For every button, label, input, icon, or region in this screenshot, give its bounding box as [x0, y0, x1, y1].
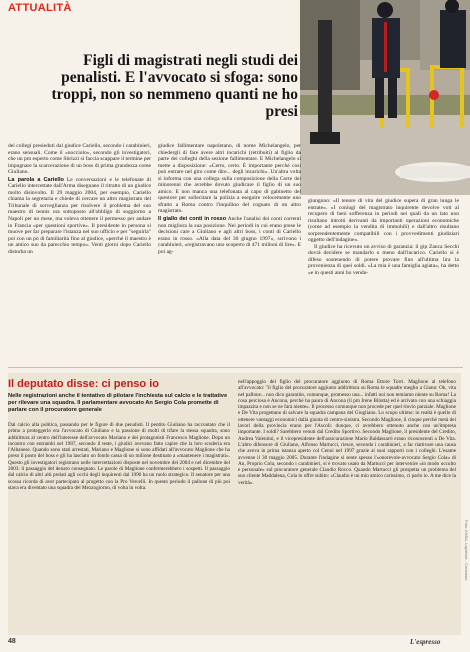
page-number: 48 — [8, 638, 16, 645]
section-divider — [8, 367, 463, 368]
column-2-body-2: Anche l'analisi dei conti correnti non migliora la sua posizione. Nei periodi in cui erano prese le decisioni care a Giuliano e agli altri boss, i conti di Cariello erano in rosso. «Alla data del 30 giugno 1997», scrivono i carabinieri, «registravano uno scoperto di 471 milioni di lire». E poi ag- — [158, 216, 301, 255]
article-column-3 — [308, 198, 459, 277]
column-3-body-2: Il giudice ha ricevuto un avviso di garanzia: il gip Zanca Secchi dovrà decidere se mandarlo o meno dall'incarico. Cariello si è difeso sostenendo di potere provare fino all'ultima lira la provenienza di quei soldi. «La mia è una famiglia agiata», ha detto «e in questi anni ho vendu- — [308, 243, 459, 277]
column-1-body: Le conversazioni e le telefonate di Cariello intercettate dall'Arma disegnano il ritratto di un giudice molto disinvolto. Il 29 maggio 2004, per esempio, Cariello chiama la segretaria e chiede di cercare un altro magistrato del Tribunale di sorveglianza per risolvere il problema del suo maestro di tennis ora sottoposto all'obbligo di soggiorno a Napoli per un mese, ma voleva ottenere il permesso per andare in Francia «per questioni sportive». Il presidente in persona si muove per far preparare l'istanza nel suo ufficio e per "seguirla" poi con un pò di familiarità fino al giudice, «perché il maestro è un amico suo da parecchio tempo». Venti giorni dopo Cariello disturba un — [8, 176, 151, 255]
box-column-left — [8, 422, 230, 491]
column-3-body: giungono: «Il tenore di vita del giudice supera di gran lunga le entrate». «I coniugi del magistrato inquirente devolve voti al recupero di beni sofferenza in periodi nei quali da un lato non risultano introiti derivanti da importanti operazioni economiche (come ad esempio la vendita di immobili) e dall'altro risultano sorprendentemente compatibili con i provvedimenti giudiziari oggetto dell'indagine». — [308, 198, 459, 244]
magazine-name: L'espresso — [410, 638, 441, 646]
subheading-parola-a-cariello: La parola a Cariello — [8, 176, 64, 183]
section-label: ATTUALITÀ — [8, 2, 72, 14]
box-column-right — [238, 379, 456, 486]
column-1-lead: dei collegi presieduti dal giudice Cariello, secondo i carabinieri, erano sensuali. Come il «nocciolo», secondo gli investigatori, che un pm esperto come Sbrizzi si faccia scappare il termine per impugnare la scarcerazione di un boss di prima grandezza come Giuliano. — [8, 143, 151, 176]
subheading-giallo-conti: Il giallo dei conti in rosso — [158, 216, 227, 223]
photo-credit: Foto: ANSA, Lapresse - Contrasto — [464, 520, 469, 581]
box-right-text: nell'appoggio del figlio del procuratore aggiunto di Roma Ettore Torri. Maglione al telefono all'avvocato: "il figlio del procuratore aggiunto addirittura su Roma le squadre meglio a Giano: Ok, vita nel pallone... non dico garantito, comunque, promesso una... infatti noi non temiamo niente su Roma! La cosa perciosa è Ancona, perché ha paura di Ancona (il pm Irene Bilotta) ed è arrivato con una schiaggia impazzita e non se ne farà niente». Il processo comunque non procede per quel rinvio parziale. Maglione e De Vita progettano di salvare la squadra campana del Giugliano. Lo scopo ultimo: in realtà è quello di ottenere vantaggi economici dalla giunta di centro-sinistra. Secondo Maglione, il cinque perché metà dei lavori della provincia erano per l'Ascoli: dunque, ci avrebbero ottenuto anche con un'impresa importante. I soldi? Sarebbero venuti dal Credito Sportivo. Secondo Maglione, il presidente del Credito, Andrea Valentini, e il vicepresidente dell'assicurazione Mario Baldassarri erano riconoscenti a De Vita. L'altro difensore di Giuliano, Alfonso Martucci, riesce, secondo i carabinieri, a far riattivare una causa che aveva in prima istanza aperto col Cenni nel 1997 grazie ai suoi rapporti con i colleghi. L'esame avvenne il 30 maggio 2005. Durante l'indagine si sente spesso l'«onorevole-avvocato Sergio Cola» di An, Proprio Cola, secondo i carabinieri, si è trovato usato da Martucci per intervenire «in modo occulto e personale» sul procuratore generale Claudio Rocco. Quando Martucci gli prospetta un problema del suo cliente Maddalena, Cola lo offre subito: «Claudio è un mio amico carissimo, ci parlo io. A me dice la verità». — [238, 379, 457, 486]
box-left-text: Dal calcio alla politica, passando per le figure di due penalisti. Il pentito Giuliano ha raccontato che il primo a proteggerlo era l'avvocato di Giuliano e la passione di molti di tifare la stessa squadra, sono addirittura al centro dell'interesse dell'avvocato Mariano e dei protagonisti Francesco Maglione. Dopo un incontro con entrambi nel 1987, secondo il teste, i giudici avevano fatto capire che la loro scuderia era l'Albanese. Quando sono stati arrestati, Mariano e Maglione si sono affidati all'avvocato Maglione che ha preso il posto del boss e gli ha lasciato un fondo cassa di un milione destinato a «mantenere i magistrati». Questo gli investigatori registrano nelle intercettazioni disposte nel novembre del 2004 e nel dicembre del 2003: il passaggio del denaro consegnato. Le parole di Maglione confermerebbero i sospetti. Il passaggio dal calcio di altri alti prelati agli occhi degli inquirenti dal 1996 ha un ruolo strategico. Il senatore per una scossa ricorda di aver partecipato al progetto con la Pro Vercelli. In questo periodo il pallone di più poi stava era diventato una squadra del Mezzogiorno, di volta in volta. — [8, 422, 230, 491]
article-column-2 — [158, 143, 301, 255]
news-photo — [300, 0, 470, 195]
column-2-body: giudice fallimentare napoletano, di nome Michelangelo, per chiedergli di fare avere altri incarichi (retribuiti) al figlio da parte dei colleghi della sezione fallimentare. E Michelangelo si mette a disposizione: «Certo, certo. È importante perché così può entrare nel giro come dire... degli incarichi». Un'altra volta si informa con una collega sulla composizione della Corte dei minorenni che avrebbe dovuto giudicare il figlio di un suo amico. E non manca una telefonata al capo di gabinetto del questore per sollecitare la polizia a eseguire velocemente uno sfratto a Roma contro l'inquilino del cognato di un altro magistrato. — [158, 143, 301, 215]
box-title: Il deputato disse: ci penso io — [8, 378, 159, 390]
box-deck: Nelle registrazioni anche il tentativo di pilotare l'inchiesta sul calcio e le trattative per rilevare una squadra. Il parlamentare avvocato An Sergio Cola promette di parlare con il procuratore generale — [8, 393, 228, 413]
article-headline: Figli di magistrati negli studi dei penalisti. E l'avvocato si sfoga: sono troppi, non so nemmeno quanti ne ho presi — [51, 52, 298, 120]
article-column-1 — [8, 143, 151, 255]
